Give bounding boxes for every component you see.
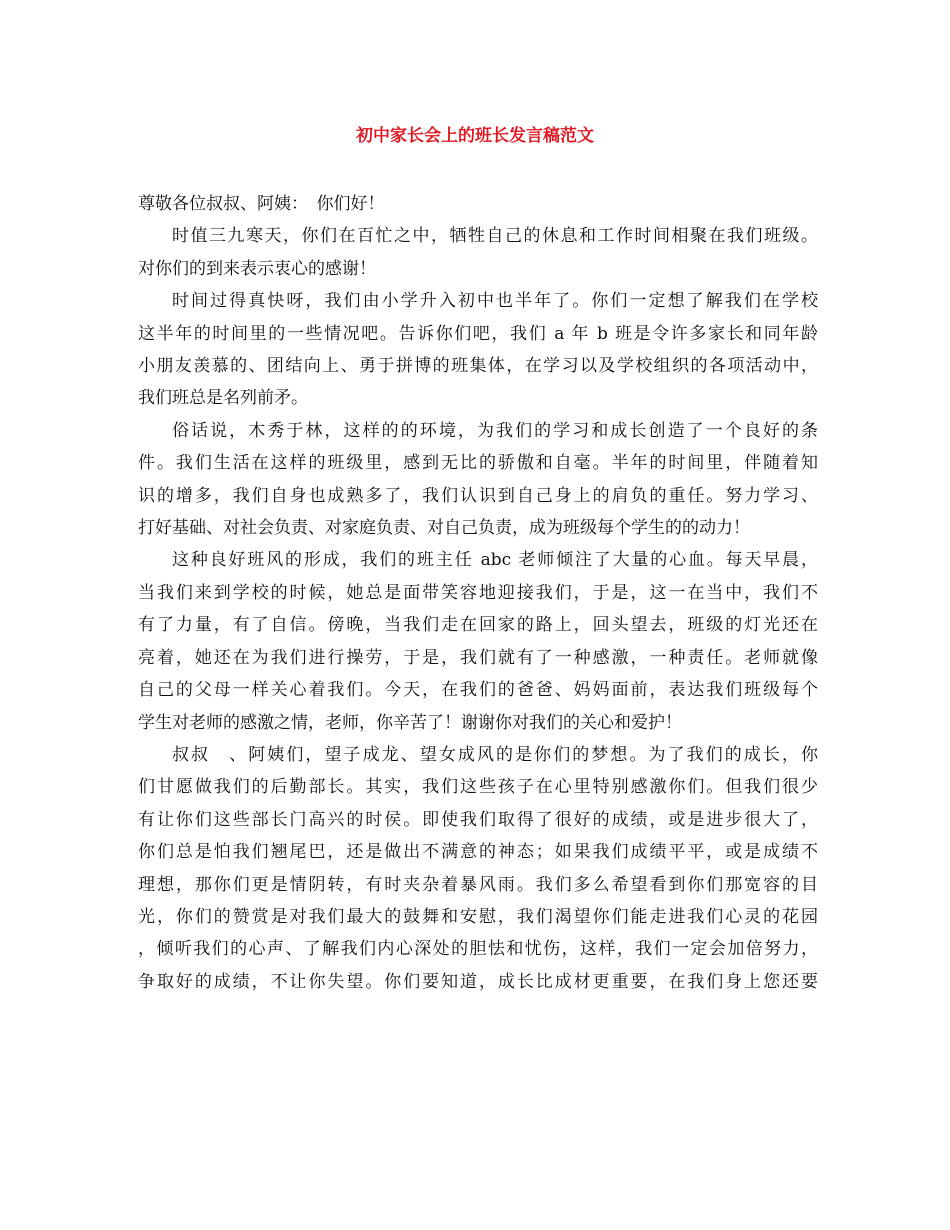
text-line: 当我们来到学校的时候，她总是面带笑容地迎接我们，于是，这一在当中，我们不 <box>138 582 818 603</box>
text-line: 你们总是怕我们翘尾巴，还是做出不满意的神态；如果我们成绩平平，或是成绩不 <box>138 842 818 863</box>
text-line: 光，你们的赞赏是对我们最大的鼓舞和安慰，我们渴望你们能走进我们心灵的花园 <box>138 906 818 927</box>
text-line: 尊敬各位叔叔、阿姨： 你们好！ <box>138 194 385 214</box>
text-line: 学生对老师的感激之情，老师，你辛苦了！谢谢你对我们的关心和爱护！ <box>138 712 682 733</box>
text-line: 叔叔 、阿姨们，望子成龙、望女成风的是你们的梦想。为了我们的成长，你 <box>172 744 818 765</box>
paragraph <box>138 415 818 545</box>
document-body <box>138 188 818 998</box>
text-line: 俗话说，木秀于林，这样的的环境，为我们的学习和成长创造了一个良好的条 <box>172 420 818 441</box>
text-line: 争取好的成绩，不让你失望。你们要知道，成长比成材更重要，在我们身上您还要 <box>138 971 818 992</box>
text-line: 小朋友羡慕的、团结向上、勇于拼博的班集体，在学习以及学校组织的各项活动中， <box>138 356 818 377</box>
text-line: 对你们的到来表示衷心的感谢！ <box>138 258 376 279</box>
text-line: 自己的父母一样关心着我们。今天，在我们的爸爸、妈妈面前，表达我们班级每个 <box>138 680 818 701</box>
paragraph <box>138 544 818 738</box>
text-line: 有让你们这些部长门高兴的时侯。即使我们取得了很好的成绩，或是进步很大了， <box>138 809 818 830</box>
text-line: ，倾听我们的心声、了解我们内心深处的胆怯和忧伤，这样，我们一定会加倍努力， <box>138 939 818 960</box>
text-line: 我们班总是名列前矛。 <box>138 388 308 409</box>
text-line: 这半年的时间里的一些情况吧。告诉你们吧，我们 a 年 b 班是令许多家长和同年龄 <box>138 323 818 344</box>
document-title: 初中家长会上的班长发言稿范文 <box>356 126 594 146</box>
text-line: 识的增多，我们自身也成熟多了，我们认识到自己身上的肩负的重任。努力学习、 <box>138 485 818 506</box>
paragraph <box>138 739 818 998</box>
text-line: 件。我们生活在这样的班级里，感到无比的骄傲和自毫。半年的时间里，伴随着知 <box>138 453 818 474</box>
paragraph <box>138 285 818 415</box>
text-line: 理想，那你们更是情阴转，有时夹杂着暴风雨。我们多么希望看到你们那宽容的目 <box>138 874 818 895</box>
text-line: 有了力量，有了自信。傍晚，当我们走在回家的路上，回头望去，班级的灯光还在 <box>138 615 818 636</box>
paragraph <box>138 188 818 220</box>
text-line: 这种良好班风的形成，我们的班主任 abc 老师倾注了大量的心血。每天早晨， <box>172 550 818 571</box>
text-line: 打好基础、对社会负责、对家庭负责、对自己负责，成为班级每个学生的的动力！ <box>138 518 750 539</box>
text-line: 亮着，她还在为我们进行操劳，于是，我们就有了一种感激，一种责任。老师就像 <box>138 647 818 668</box>
text-line: 们甘愿做我们的后勤部长。其实，我们这些孩子在心里特别感激你们。但我们很少 <box>138 777 818 798</box>
text-line: 时间过得真快呀，我们由小学升入初中也半年了。你们一定想了解我们在学校 <box>172 291 818 312</box>
paragraph <box>138 220 818 285</box>
text-line: 时值三九寒天，你们在百忙之中，牺牲自己的休息和工作时间相聚在我们班级。 <box>172 226 818 247</box>
